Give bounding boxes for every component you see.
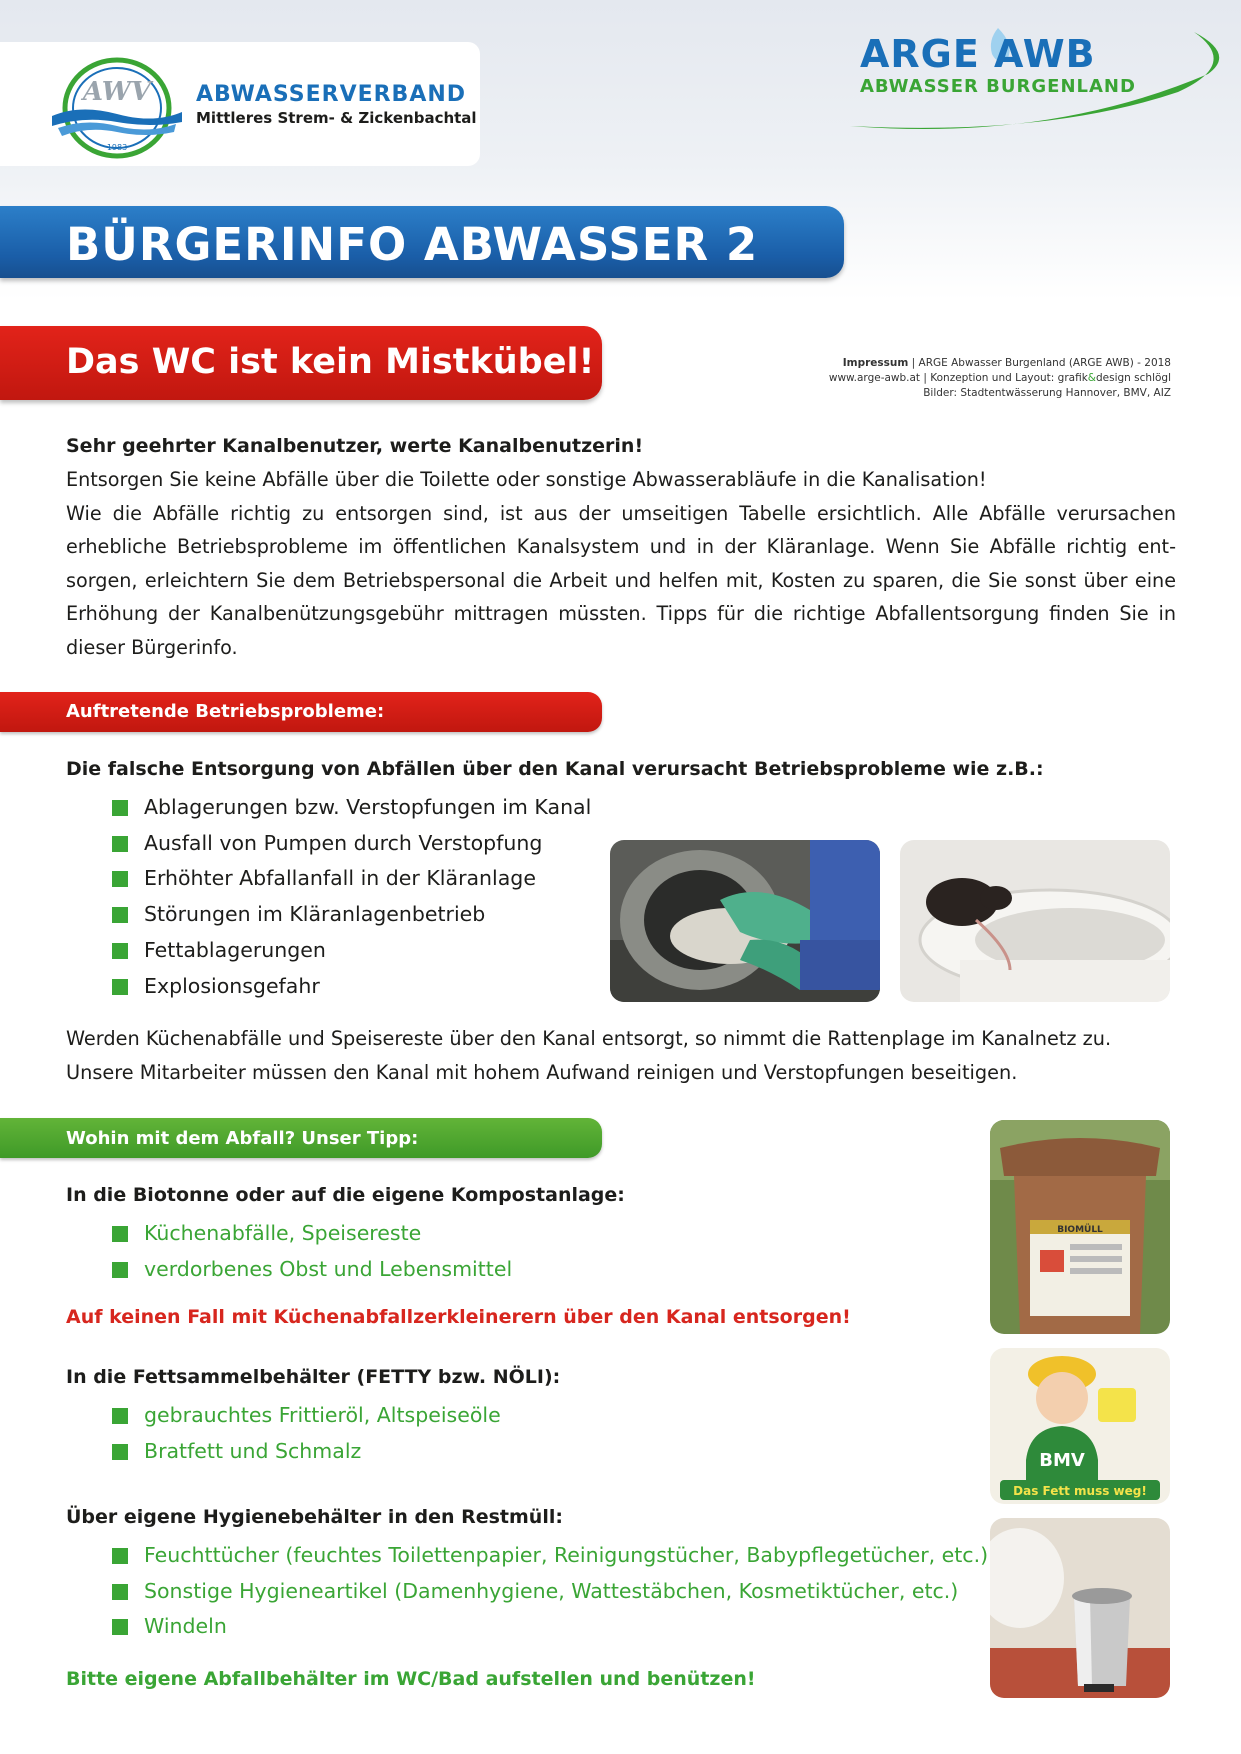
bmv-slogan: Das Fett muss weg! [1013, 1484, 1147, 1498]
section2-banner-text: Wohin mit dem Abfall? Unser Tipp: [66, 1128, 419, 1149]
list-item: Küchenabfälle, Speisereste [112, 1216, 512, 1252]
bullet-square-icon [112, 979, 128, 995]
bullet-square-icon [112, 836, 128, 852]
arge-logo-subtitle: ABWASSER BURGENLAND [860, 76, 1136, 97]
list-item: Feuchttücher (feuchtes Toilettenpapier, Reinigungstücher, Babypflegetücher, etc.) [112, 1538, 988, 1574]
bullet-square-icon [112, 871, 128, 887]
intro-section [66, 430, 1176, 664]
fett-list [112, 1398, 501, 1469]
bullet-square-icon [112, 1226, 128, 1242]
section1-heading: Die falsche Entsorgung von Abfällen über den Kanal verursacht Betriebsprobleme wie z.B.: [66, 758, 1044, 780]
intro-paragraph-1: Entsorgen Sie keine Abfälle über die Toilette oder sonstige Abwasserabläufe in die Kanalisation! [66, 468, 987, 491]
bio-list [112, 1216, 512, 1287]
impressum-label: Impressum [842, 357, 909, 369]
list-item: Fettablagerungen [112, 933, 591, 969]
impressum-amp: & [1087, 372, 1096, 384]
bio-warning: Auf keinen Fall mit Küchenabfallzerkleinerern über den Kanal entsorgen! [66, 1306, 851, 1328]
bullet-square-icon [112, 1408, 128, 1424]
bullet-square-icon [112, 943, 128, 959]
awv-emblem-year: 1983 [106, 143, 128, 152]
section1-paragraph: Werden Küchenabfälle und Speisereste über den Kanal entsorgt, so nimmt die Rattenplage im Kanalnetz zu. Unsere Mitarbeiter müssen den Kanal mit hohem Aufwand reinigen und Verstopfungen beseitigen. [66, 1027, 1112, 1084]
list-item: Erhöhter Abfallanfall in der Kläranlage [112, 861, 591, 897]
bullet-square-icon [112, 800, 128, 816]
fett-heading: In die Fettsammelbehälter (FETTY bzw. NÖLI): [66, 1366, 561, 1388]
awv-text-block [196, 82, 477, 127]
awv-emblem-text: AWV [82, 77, 152, 107]
intro-paragraph-2: Wie die Abfälle richtig zu entsorgen sind, ist aus der umseitigen Tabelle ersichtlich. Alle Abfälle verursachen erhebliche Betriebsprobleme im öffentlichen Kanalsystem und in der Kläranlage. Wenn Sie Abfälle richtig ent-sorgen, erleichtern Sie dem Betriebspersonal die Arbeit und helfen mit, Kosten zu sparen, die Sie sonst über eine Erhöhung der Kanalbenützungsgebühr mittragen müssten. Tipps für die richtige Abfallentsorgung finden Sie in dieser Bürgerinfo. [66, 501, 1176, 659]
impressum-line2b: design schlögl [1096, 372, 1171, 384]
list-item: Ausfall von Pumpen durch Verstopfung [112, 826, 591, 862]
section1-banner-text: Auftretende Betriebsprobleme: [66, 701, 385, 722]
bio-heading: In die Biotonne oder auf die eigene Kompostanlage: [66, 1184, 625, 1206]
awv-title: ABWASSERVERBAND [196, 82, 467, 107]
hygiene-list [112, 1538, 988, 1645]
list-item: Windeln [112, 1609, 988, 1645]
arge-logo-title: ARGE AWB [860, 32, 1096, 76]
intro-heading: Sehr geehrter Kanalbenutzer, werte Kanalbenutzerin! [66, 435, 644, 457]
biotonne-photo [990, 1120, 1170, 1334]
problems-list [112, 790, 591, 1004]
page-title: BÜRGERINFO ABWASSER 2 [66, 218, 759, 271]
bullet-square-icon [112, 1619, 128, 1635]
list-item: Störungen im Kläranlagenbetrieb [112, 897, 591, 933]
rat-toilet-photo [900, 840, 1170, 1002]
impressum [829, 356, 1171, 401]
bin-label: BIOMÜLL [1057, 1225, 1103, 1235]
hygiene-note: Bitte eigene Abfallbehälter im WC/Bad aufstellen und benützen! [66, 1668, 756, 1690]
hygiene-bin-photo [990, 1518, 1170, 1698]
list-item: Bratfett und Schmalz [112, 1434, 501, 1470]
bullet-square-icon [112, 1444, 128, 1460]
list-item: Sonstige Hygieneartikel (Damenhygiene, Wattestäbchen, Kosmetiktücher, etc.) [112, 1574, 988, 1610]
sewer-cleaning-photo [610, 840, 880, 1002]
impressum-line3: Bilder: Stadtentwässerung Hannover, BMV, AIZ [923, 387, 1171, 399]
awv-subtitle: Mittleres Strem- & Zickenbachtal [196, 109, 477, 127]
impressum-line2a: www.arge-awb.at | Konzeption und Layout: grafik [828, 372, 1088, 384]
bullet-square-icon [112, 1584, 128, 1600]
bullet-square-icon [112, 1548, 128, 1564]
hygiene-heading: Über eigene Hygienebehälter in den Restmüll: [66, 1506, 563, 1528]
list-item: Explosionsgefahr [112, 969, 591, 1005]
awv-emblem-icon [50, 56, 184, 160]
list-item: Ablagerungen bzw. Verstopfungen im Kanal [112, 790, 591, 826]
page-subtitle: Das WC ist kein Mistkübel! [66, 342, 595, 382]
bullet-square-icon [112, 1262, 128, 1278]
bmv-shirt-text: BMV [1039, 1450, 1085, 1471]
impressum-line1: | ARGE Abwasser Burgenland (ARGE AWB) - 2018 [908, 357, 1171, 369]
list-item: verdorbenes Obst und Lebensmittel [112, 1252, 512, 1288]
list-item: gebrauchtes Frittieröl, Altspeiseöle [112, 1398, 501, 1434]
bullet-square-icon [112, 907, 128, 923]
bmv-mascot-image [990, 1348, 1170, 1504]
